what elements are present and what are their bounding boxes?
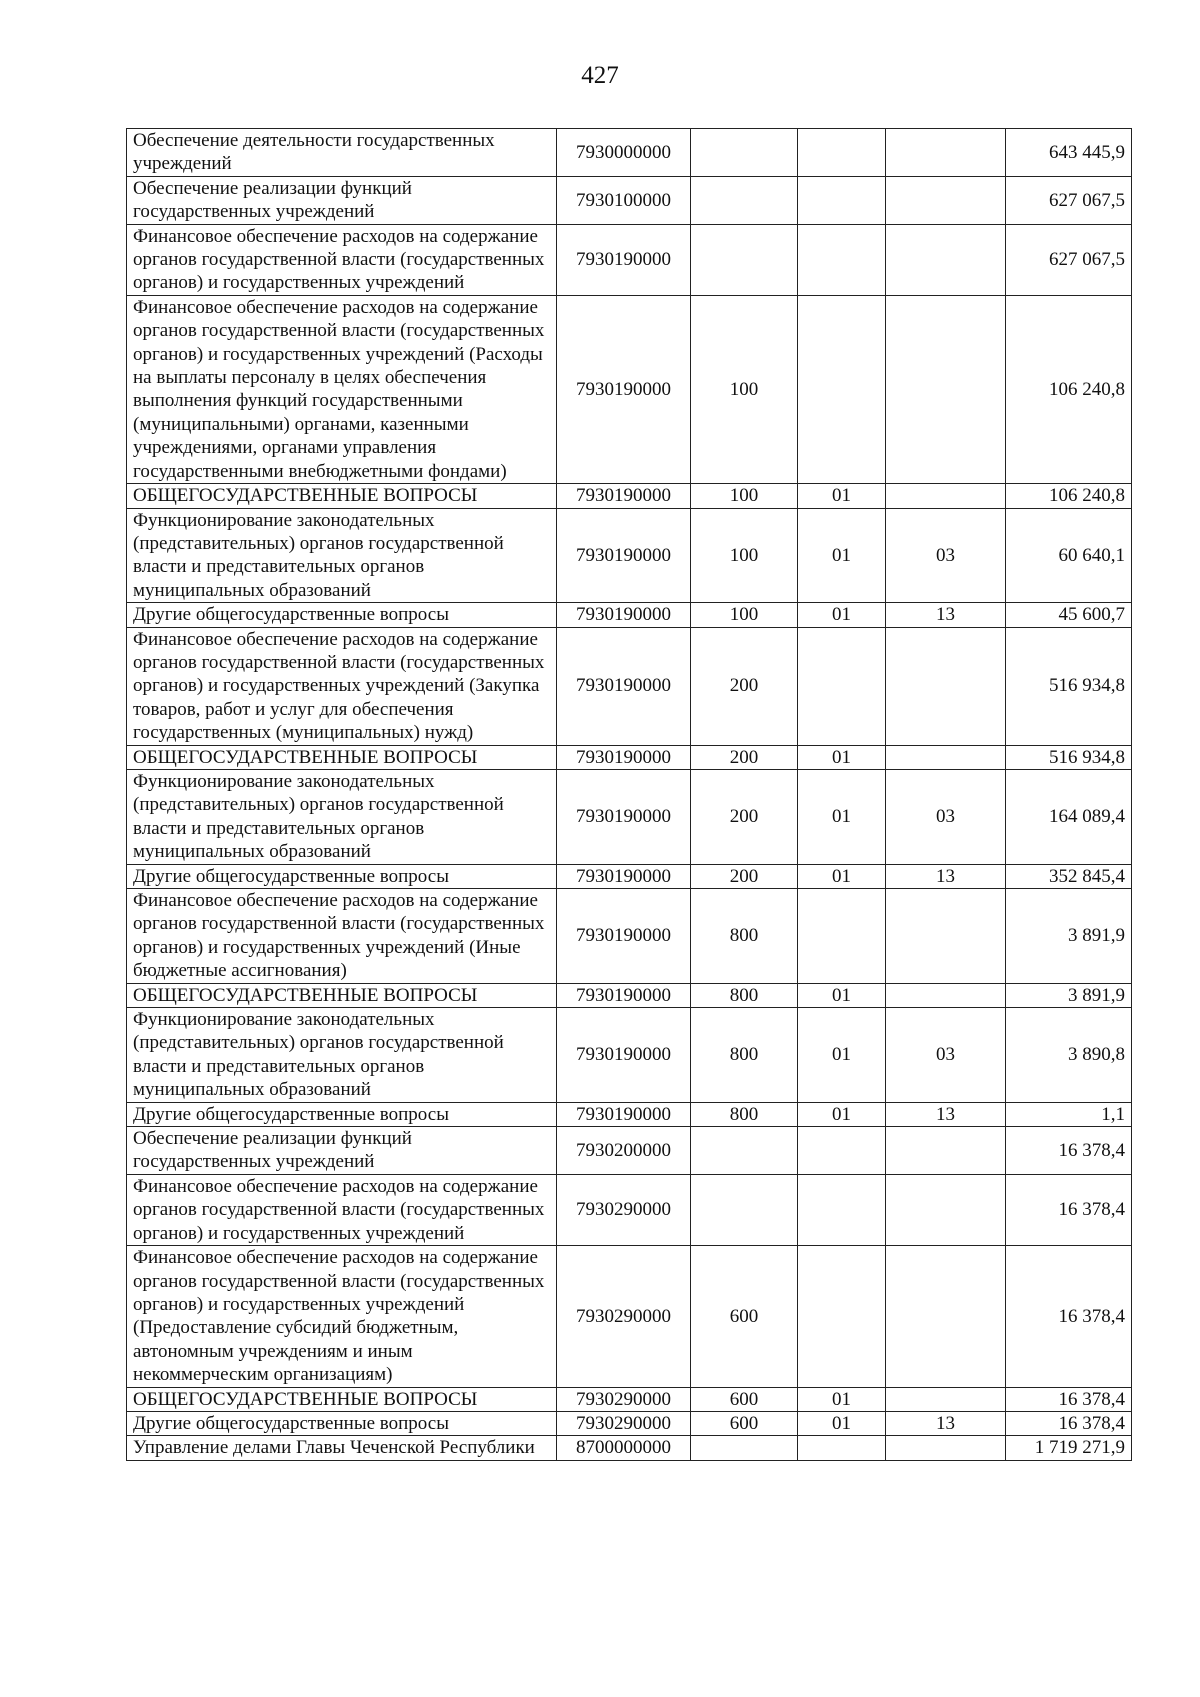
expense-name-cell: Финансовое обеспечение расходов на содержание органов государственной власти (государственных органов) и государственных учреждений [127,1174,557,1245]
target-code-cell: 7930190000 [557,889,691,984]
amount-cell: 106 240,8 [1006,295,1132,483]
target-code-cell: 7930000000 [557,129,691,177]
section-cell: 01 [798,603,886,627]
subsection-cell [886,889,1006,984]
section-cell: 01 [798,1008,886,1103]
table-row [127,224,1132,295]
section-cell: 01 [798,769,886,864]
expense-type-cell: 800 [691,1008,798,1103]
expense-name-cell: ОБЩЕГОСУДАРСТВЕННЫЕ ВОПРОСЫ [127,484,557,508]
target-code-cell: 7930290000 [557,1411,691,1435]
amount-cell: 16 378,4 [1006,1387,1132,1411]
expense-type-cell: 600 [691,1411,798,1435]
target-code-cell: 7930290000 [557,1246,691,1387]
table-row [127,484,1132,508]
subsection-cell [886,1246,1006,1387]
target-code-cell: 7930190000 [557,603,691,627]
table-row [127,295,1132,483]
table-row [127,1246,1132,1387]
target-code-cell: 7930290000 [557,1387,691,1411]
expense-name-cell: Обеспечение реализации функций государственных учреждений [127,1127,557,1175]
section-cell [798,295,886,483]
table-row [127,1411,1132,1435]
section-cell: 01 [798,1102,886,1126]
section-cell: 01 [798,1411,886,1435]
table-row [127,769,1132,864]
table-row [127,1436,1132,1460]
subsection-cell [886,983,1006,1007]
expense-type-cell [691,224,798,295]
target-code-cell: 7930190000 [557,484,691,508]
section-cell [798,224,886,295]
expense-type-cell: 100 [691,295,798,483]
section-cell [798,1246,886,1387]
expense-name-cell: Финансовое обеспечение расходов на содержание органов государственной власти (государственных органов) и государственных учреждений (Иные бюджетные ассигнования) [127,889,557,984]
expense-type-cell: 800 [691,983,798,1007]
expense-name-cell: Финансовое обеспечение расходов на содержание органов государственной власти (государственных органов) и государственных учреждений (Предоставление субсидий бюджетным, автономным учреждениям и иным некоммерческим организациям) [127,1246,557,1387]
section-cell [798,889,886,984]
amount-cell: 164 089,4 [1006,769,1132,864]
section-cell [798,129,886,177]
expense-type-cell: 200 [691,745,798,769]
table-row [127,603,1132,627]
target-code-cell: 7930190000 [557,295,691,483]
page-number: 427 [581,62,619,89]
expense-type-cell [691,1174,798,1245]
subsection-cell [886,129,1006,177]
section-cell: 01 [798,484,886,508]
target-code-cell: 7930190000 [557,745,691,769]
expense-name-cell: Финансовое обеспечение расходов на содержание органов государственной власти (государственных органов) и государственных учреждений (Закупка товаров, работ и услуг для обеспечения государственных (муниципальных) нужд) [127,627,557,745]
amount-cell: 516 934,8 [1006,627,1132,745]
amount-cell: 3 890,8 [1006,1008,1132,1103]
amount-cell: 16 378,4 [1006,1246,1132,1387]
amount-cell: 643 445,9 [1006,129,1132,177]
amount-cell: 45 600,7 [1006,603,1132,627]
section-cell [798,1436,886,1460]
section-cell: 01 [798,508,886,603]
expense-type-cell: 100 [691,484,798,508]
table-row [127,176,1132,224]
section-cell: 01 [798,983,886,1007]
subsection-cell [886,1387,1006,1411]
subsection-cell [886,1436,1006,1460]
expense-name-cell: Другие общегосударственные вопросы [127,1411,557,1435]
expense-type-cell [691,129,798,177]
target-code-cell: 8700000000 [557,1436,691,1460]
expense-name-cell: Функционирование законодательных (представительных) органов государственной власти и представительных органов муниципальных образований [127,769,557,864]
expense-type-cell [691,1127,798,1175]
amount-cell: 16 378,4 [1006,1174,1132,1245]
expense-name-cell: Финансовое обеспечение расходов на содержание органов государственной власти (государственных органов) и государственных учреждений [127,224,557,295]
expense-name-cell: Другие общегосударственные вопросы [127,864,557,888]
expense-type-cell: 600 [691,1387,798,1411]
expense-type-cell: 200 [691,627,798,745]
table-row [127,1102,1132,1126]
expense-type-cell: 600 [691,1246,798,1387]
amount-cell: 16 378,4 [1006,1127,1132,1175]
expense-name-cell: Функционирование законодательных (представительных) органов государственной власти и представительных органов муниципальных образований [127,508,557,603]
target-code-cell: 7930190000 [557,224,691,295]
subsection-cell [886,1174,1006,1245]
expense-name-cell: Другие общегосударственные вопросы [127,1102,557,1126]
subsection-cell [886,627,1006,745]
section-cell: 01 [798,1387,886,1411]
section-cell [798,1174,886,1245]
table-row [127,1008,1132,1103]
section-cell: 01 [798,864,886,888]
table-row [127,745,1132,769]
section-cell [798,176,886,224]
expense-type-cell [691,176,798,224]
expense-name-cell: ОБЩЕГОСУДАРСТВЕННЫЕ ВОПРОСЫ [127,983,557,1007]
expense-name-cell: ОБЩЕГОСУДАРСТВЕННЫЕ ВОПРОСЫ [127,1387,557,1411]
expense-type-cell: 100 [691,508,798,603]
budget-table [126,128,1132,1461]
amount-cell: 3 891,9 [1006,889,1132,984]
expense-name-cell: Функционирование законодательных (представительных) органов государственной власти и представительных органов муниципальных образований [127,1008,557,1103]
expense-name-cell: Другие общегосударственные вопросы [127,603,557,627]
section-cell: 01 [798,745,886,769]
expense-name-cell: Управление делами Главы Чеченской Республики [127,1436,557,1460]
expense-type-cell [691,1436,798,1460]
table-row [127,864,1132,888]
expense-name-cell: Финансовое обеспечение расходов на содержание органов государственной власти (государственных органов) и государственных учреждений (Расходы на выплаты персоналу в целях обеспечения выполнения функций государственными (муниципальными) органами, казенными учреждениями, органами управления государственными внебюджетными фондами) [127,295,557,483]
amount-cell: 352 845,4 [1006,864,1132,888]
subsection-cell: 03 [886,1008,1006,1103]
target-code-cell: 7930190000 [557,1102,691,1126]
expense-type-cell: 800 [691,1102,798,1126]
target-code-cell: 7930190000 [557,983,691,1007]
amount-cell: 627 067,5 [1006,224,1132,295]
target-code-cell: 7930190000 [557,864,691,888]
amount-cell: 16 378,4 [1006,1411,1132,1435]
table-row [127,508,1132,603]
subsection-cell [886,176,1006,224]
expense-type-cell: 200 [691,769,798,864]
expense-name-cell: ОБЩЕГОСУДАРСТВЕННЫЕ ВОПРОСЫ [127,745,557,769]
subsection-cell: 13 [886,1411,1006,1435]
subsection-cell: 03 [886,769,1006,864]
subsection-cell: 13 [886,603,1006,627]
amount-cell: 60 640,1 [1006,508,1132,603]
amount-cell: 106 240,8 [1006,484,1132,508]
target-code-cell: 7930100000 [557,176,691,224]
table-row [127,627,1132,745]
subsection-cell [886,484,1006,508]
target-code-cell: 7930190000 [557,627,691,745]
expense-type-cell: 200 [691,864,798,888]
table-row [127,1127,1132,1175]
table-row [127,983,1132,1007]
amount-cell: 1 719 271,9 [1006,1436,1132,1460]
target-code-cell: 7930190000 [557,1008,691,1103]
amount-cell: 516 934,8 [1006,745,1132,769]
amount-cell: 1,1 [1006,1102,1132,1126]
subsection-cell: 13 [886,864,1006,888]
target-code-cell: 7930190000 [557,508,691,603]
subsection-cell [886,224,1006,295]
section-cell [798,627,886,745]
table-row [127,889,1132,984]
subsection-cell: 03 [886,508,1006,603]
table-row [127,129,1132,177]
subsection-cell: 13 [886,1102,1006,1126]
subsection-cell [886,745,1006,769]
target-code-cell: 7930290000 [557,1174,691,1245]
table-row [127,1387,1132,1411]
subsection-cell [886,295,1006,483]
budget-table-body [127,129,1132,1461]
expense-type-cell: 100 [691,603,798,627]
expense-type-cell: 800 [691,889,798,984]
amount-cell: 3 891,9 [1006,983,1132,1007]
section-cell [798,1127,886,1175]
target-code-cell: 7930200000 [557,1127,691,1175]
target-code-cell: 7930190000 [557,769,691,864]
table-row [127,1174,1132,1245]
expense-name-cell: Обеспечение реализации функций государственных учреждений [127,176,557,224]
amount-cell: 627 067,5 [1006,176,1132,224]
subsection-cell [886,1127,1006,1175]
expense-name-cell: Обеспечение деятельности государственных учреждений [127,129,557,177]
